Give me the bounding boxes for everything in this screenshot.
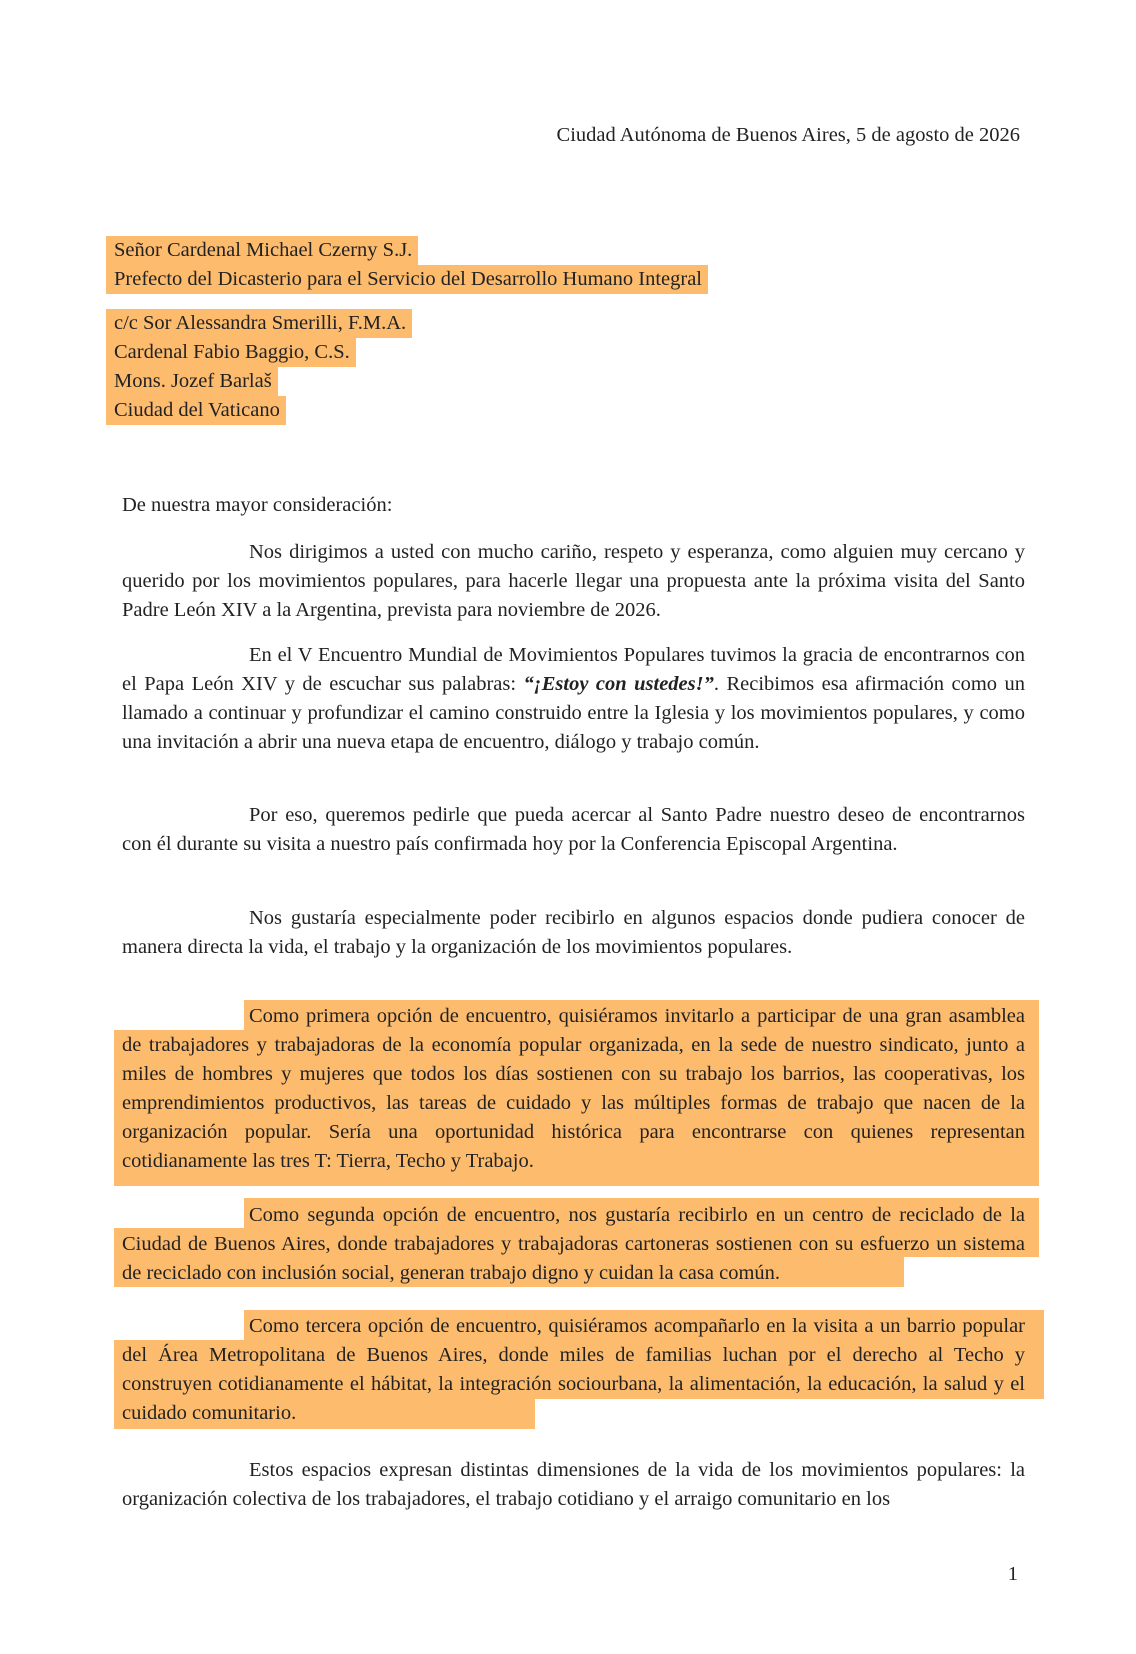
paragraph-1: Nos dirigimos a usted con mucho cariño, respeto y esperanza, como alguien muy cercano y querido por los movimientos populares, para hacerle llegar una propuesta ante la próxima visita del Santo Padre León XIV a la Argentina, prevista para noviembre de 2026.: [122, 541, 1025, 621]
paragraph-4: Nos gustaría especialmente poder recibirlo en algunos espacios donde pudiera conocer de manera directa la vida, el trabajo y la organización de los movimientos populares.: [122, 907, 1025, 958]
date-line: Ciudad Autónoma de Buenos Aires, 5 de agosto de 2026: [556, 124, 1020, 146]
paragraph-6: Como segunda opción de encuentro, nos gustaría recibirlo en un centro de reciclado de la Ciudad de Buenos Aires, donde trabajadores y trabajadoras cartoneras sostienen con su esfuerzo un sistema de reciclado con inclusión social, generan trabajo digno y cuidan la casa común.: [122, 1204, 1025, 1284]
cc-block: [114, 309, 412, 425]
recipient-block: [114, 236, 708, 294]
cc-line: Cardenal Fabio Baggio, C.S.: [114, 338, 412, 367]
cc-line: Ciudad del Vaticano: [114, 396, 412, 425]
paragraph-2: En el V Encuentro Mundial de Movimientos Populares tuvimos la gracia de encontrarnos con el Papa León XIV y de escuchar sus palabras: “¡Estoy con ustedes!”. Recibimos esa afirmación como un llamado a continuar y profundizar el camino construido entre la Iglesia y los movimientos populares, y como una invitación a abrir una nueva etapa de encuentro, diálogo y trabajo común.: [122, 644, 1026, 753]
recipient-line: Prefecto del Dicasterio para el Servicio del Desarrollo Humano Integral: [114, 265, 708, 294]
greeting: De nuestra mayor consideración:: [122, 494, 393, 516]
recipient-line: Señor Cardenal Michael Czerny S.J.: [114, 236, 708, 265]
paragraph-5: Como primera opción de encuentro, quisiéramos invitarlo a participar de una gran asamblea de trabajadores y trabajadoras de la economía popular organizada, en la sede de nuestro sindicato, junto a miles de hombres y mujeres que todos los días sostienen con su trabajo los barrios, las cooperativas, los emprendimientos productivos, las tareas de cuidado y las múltiples formas de trabajo que nacen de la organización popular. Sería una oportunidad histórica para encontrarse con quienes representan cotidianamente las tres T: Tierra, Techo y Trabajo.: [122, 1005, 1025, 1172]
page-number: 1: [1007, 1563, 1018, 1585]
paragraph-8: Estos espacios expresan distintas dimensiones de la vida de los movimientos populares: la organización colectiva de los trabajadores, el trabajo cotidiano y el arraigo comunitario en los: [122, 1459, 1025, 1510]
cc-line: Mons. Jozef Barlaš: [114, 367, 412, 396]
paragraph-7: Como tercera opción de encuentro, quisiéramos acompañarlo en la visita a un barrio popular del Área Metropolitana de Buenos Aires, donde miles de familias luchan por el derecho al Techo y construyen cotidianamente el hábitat, la integración sociourbana, la alimentación, la educación, la salud y el cuidado comunitario.: [122, 1315, 1025, 1424]
cc-line: c/c Sor Alessandra Smerilli, F.M.A.: [114, 309, 412, 338]
paragraph-3: Por eso, queremos pedirle que pueda acercar al Santo Padre nuestro deseo de encontrarnos con él durante su visita a nuestro país confirmada hoy por la Conferencia Episcopal Argentina.: [122, 804, 1025, 855]
quote: “¡Estoy con ustedes!”: [523, 673, 714, 695]
